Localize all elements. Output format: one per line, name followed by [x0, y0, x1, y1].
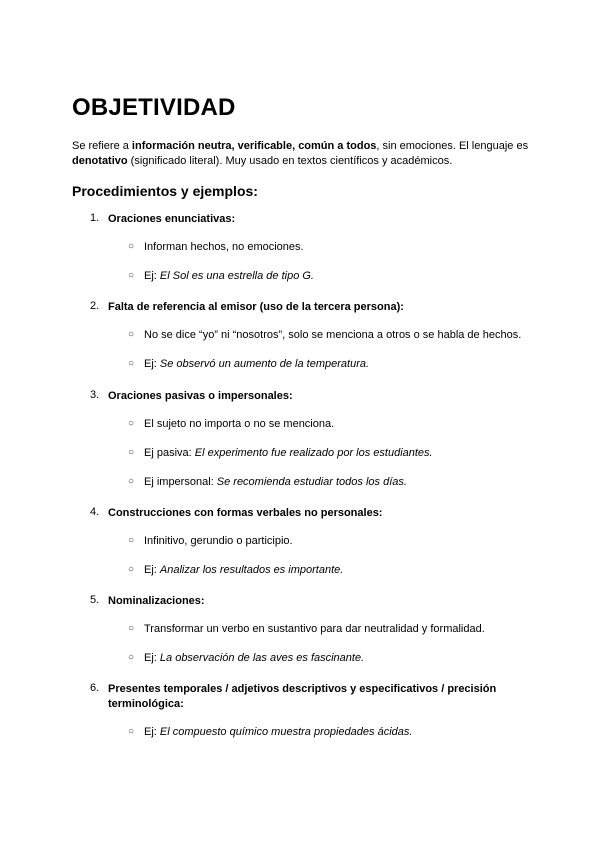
- sub-item: [144, 475, 534, 490]
- section-heading: Procedimientos y ejemplos:: [72, 183, 258, 199]
- item-title: Construcciones con formas verbales no personales:: [108, 507, 383, 519]
- intro-paragraph: [72, 139, 532, 169]
- bullet-icon: ○: [128, 418, 135, 429]
- bullet-icon: ○: [128, 535, 135, 546]
- intro-text: (significado literal). Muy usado en textos científicos y académicos.: [127, 155, 453, 167]
- bullet-icon: ○: [128, 270, 135, 281]
- sub-item-label: Transformar un verbo en sustantivo para dar neutralidad y formalidad.: [144, 623, 485, 635]
- sub-item: [144, 240, 534, 255]
- bullet-icon: ○: [128, 564, 135, 575]
- sub-item-example: Se recomienda estudiar todos los días.: [216, 476, 407, 488]
- item-number: 1.: [90, 212, 100, 224]
- bullet-icon: ○: [128, 726, 135, 737]
- sub-item-label: El sujeto no importa o no se menciona.: [144, 418, 335, 430]
- item-number: 3.: [90, 389, 100, 401]
- bullet-icon: ○: [128, 476, 135, 487]
- item-number: 2.: [90, 300, 100, 312]
- page-title: OBJETIVIDAD: [72, 94, 236, 121]
- sub-item: [144, 725, 534, 740]
- sub-item: [144, 328, 534, 343]
- sub-item: [144, 446, 534, 461]
- sub-item: [144, 357, 534, 372]
- item-number: 6.: [90, 682, 100, 694]
- sub-item-label: Ej:: [144, 652, 160, 664]
- bullet-icon: ○: [128, 623, 135, 634]
- bullet-icon: ○: [128, 329, 135, 340]
- sub-item-example: Analizar los resultados es importante.: [159, 564, 344, 576]
- sub-item: [144, 563, 534, 578]
- intro-bold-text: información neutra, verificable, común a todos: [131, 140, 377, 152]
- sub-item: [144, 622, 534, 637]
- sub-item-label: Ej:: [144, 726, 160, 738]
- sub-item-label: Informan hechos, no emociones.: [144, 241, 304, 253]
- sub-item-example: El experimento fue realizado por los estudiantes.: [194, 447, 433, 459]
- sub-item-label: Ej impersonal:: [144, 476, 217, 488]
- sub-item-label: Ej:: [144, 564, 160, 576]
- bullet-icon: ○: [128, 358, 135, 369]
- sub-item: [144, 417, 534, 432]
- sub-item-label: Infinitivo, gerundio o participio.: [144, 535, 293, 547]
- intro-text: , sin emociones. El lenguaje es: [376, 140, 529, 152]
- item-title: Oraciones enunciativas:: [108, 213, 236, 225]
- sub-item-label: No se dice “yo” ni “nosotros”, solo se menciona a otros o se habla de hechos.: [144, 329, 522, 341]
- item-title: Nominalizaciones:: [108, 595, 205, 607]
- sub-item: [144, 651, 534, 666]
- intro-text: Se refiere a: [72, 140, 132, 152]
- item-title: Falta de referencia al emisor (uso de la tercera persona):: [108, 301, 404, 313]
- sub-item-example: La observación de las aves es fascinante.: [159, 652, 365, 664]
- sub-item-label: Ej:: [144, 358, 160, 370]
- bullet-icon: ○: [128, 652, 135, 663]
- sub-item-label: Ej:: [144, 270, 160, 282]
- sub-item-label: Ej pasiva:: [144, 447, 195, 459]
- item-number: 5.: [90, 594, 100, 606]
- sub-item-example: Se observó un aumento de la temperatura.: [159, 358, 370, 370]
- bullet-icon: ○: [128, 241, 135, 252]
- item-title: Oraciones pasivas o impersonales:: [108, 390, 293, 402]
- intro-bold-text: denotativo: [72, 155, 128, 167]
- item-title: Presentes temporales / adjetivos descriptivos y especificativos / precisión terminológica:: [108, 683, 497, 710]
- item-number: 4.: [90, 506, 100, 518]
- bullet-icon: ○: [128, 447, 135, 458]
- sub-item: [144, 534, 534, 549]
- sub-item-example: El compuesto químico muestra propiedades ácidas.: [159, 726, 413, 738]
- sub-item-example: El Sol es una estrella de tipo G.: [159, 270, 314, 282]
- sub-item: [144, 269, 534, 284]
